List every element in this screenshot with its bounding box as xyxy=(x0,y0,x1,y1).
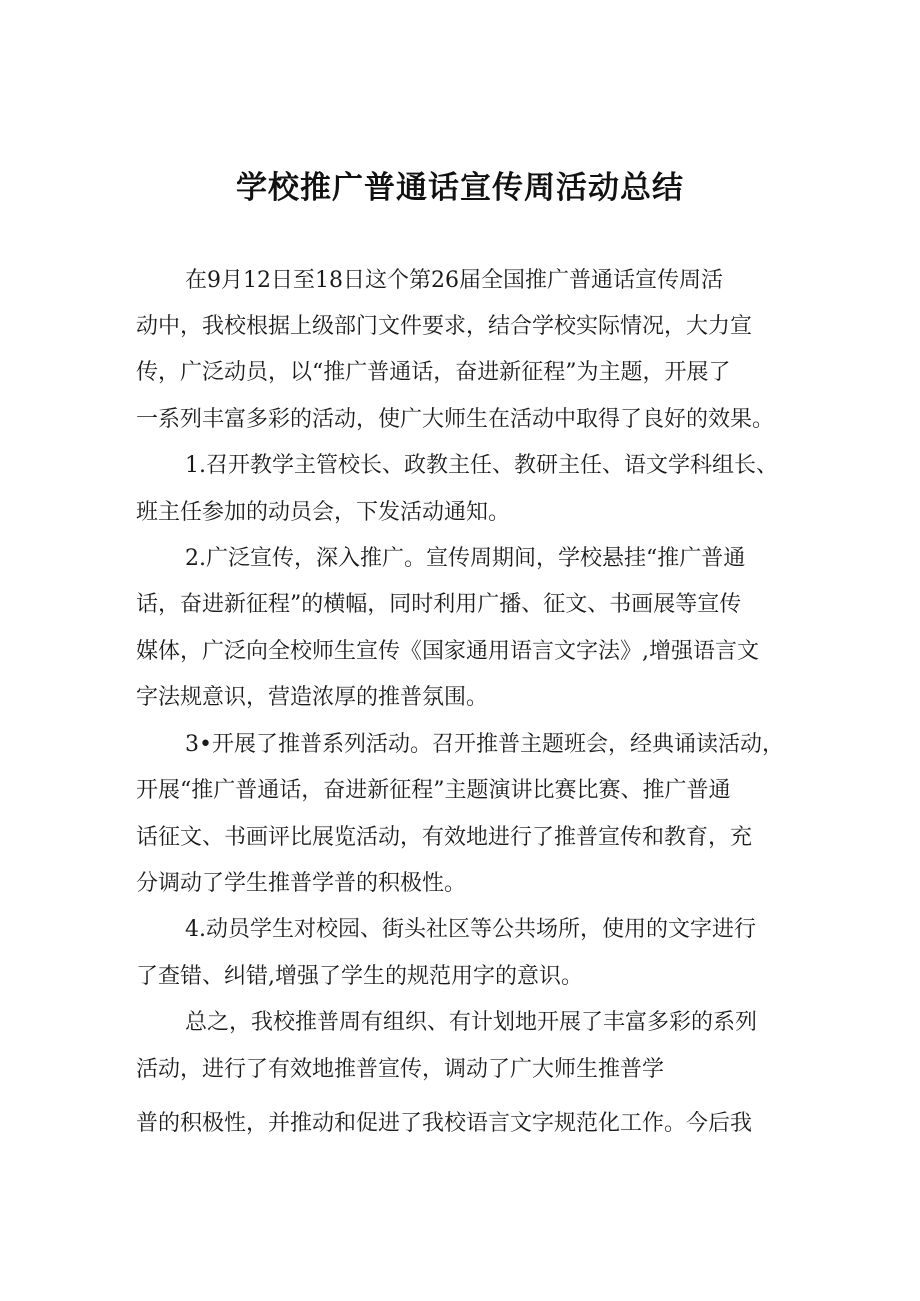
paragraph-line: 班主任参加的动员会，下发活动通知。 xyxy=(136,500,511,525)
paragraph-line: 媒体，广泛向全校师生宣传《国家通用语言文字法》,增强语言文 xyxy=(136,639,759,664)
paragraph-line: 活动，进行了有效地推普宣传，调动了广大师生推普学 xyxy=(136,1057,665,1082)
paragraph-line: 在9月12日至18日这个第26届全国推广普通话宣传周活 xyxy=(185,268,723,293)
paragraph-line: 分调动了学生推普学普的积极性。 xyxy=(136,871,467,896)
paragraph-line: 动中，我校根据上级部门文件要求，结合学校实际情况，大力宣 xyxy=(136,314,753,339)
paragraph-line: 开展“推广普通话，奋进新征程”主题演讲比赛比赛、推广普通 xyxy=(136,778,731,803)
paragraph-line: 话，奋进新征程”的横幅，同时利用广播、征文、书画展等宣传 xyxy=(136,592,742,617)
paragraph-line: 了查错、纠错,增强了学生的规范用字的意识。 xyxy=(136,964,583,989)
paragraph-line: 传，广泛动员，以“推广普通话，奋进新征程”为主题，开展了 xyxy=(136,360,731,385)
paragraph-line: 字法规意识，营造浓厚的推普氛围。 xyxy=(136,685,489,710)
paragraph-line: 1.召开教学主管校长、政教主任、教研主任、语文学科组长、 xyxy=(185,453,778,478)
paragraph-line: 4.动员学生对校园、街头社区等公共场所，使用的文字进行 xyxy=(185,917,756,942)
paragraph-line: 话征文、书画评比展览活动，有效地进行了推普宣传和教育，充 xyxy=(136,825,753,850)
paragraph-line: 2.广泛宣传，深入推广。宣传周期间，学校悬挂“推广普通 xyxy=(185,546,746,571)
paragraph-line: 总之，我校推普周有组织、有计划地开展了丰富多彩的系列 xyxy=(185,1010,758,1035)
document-title: 学校推广普通话宣传周活动总结 xyxy=(236,170,684,206)
paragraph-line: 3•开展了推普系列活动。召开推普主题班会，经典诵读活动， xyxy=(185,732,784,757)
paragraph-line: 普的积极性，并推动和促进了我校语言文字规范化工作。今后我 xyxy=(136,1111,753,1136)
paragraph-line: 一系列丰富多彩的活动，使广大师生在活动中取得了良好的效果。 xyxy=(136,407,775,432)
